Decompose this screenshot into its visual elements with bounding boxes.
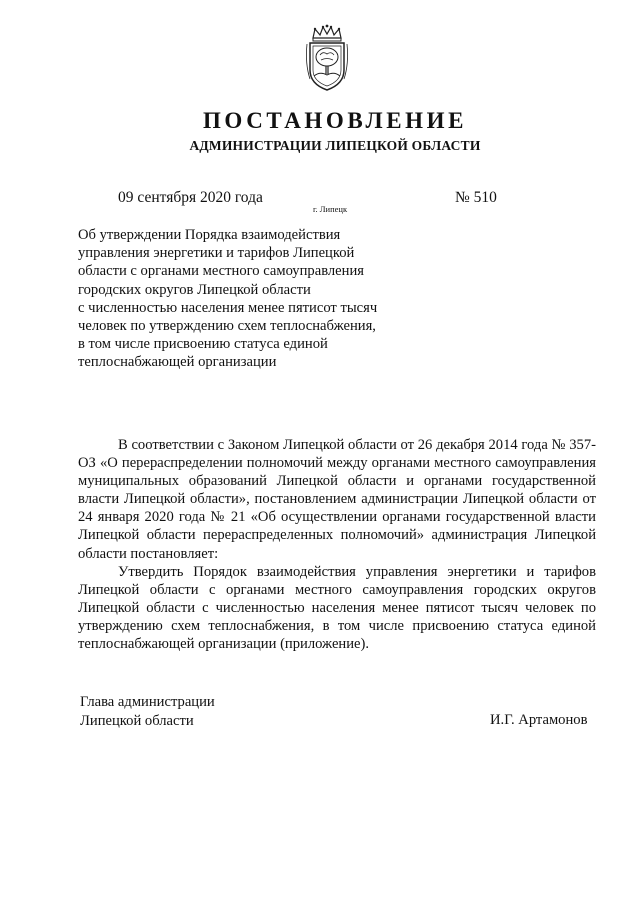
subject-line: с численностью населения менее пятисот тысяч	[78, 299, 378, 316]
subject-line: области с органами местного самоуправления	[78, 263, 364, 280]
document-number: № 510	[455, 189, 497, 206]
signatory-position	[80, 693, 215, 731]
subject-line: в том числе присвоению статуса единой	[78, 336, 328, 353]
subject-line: управления энергетики и тарифов Липецкой	[78, 245, 355, 262]
signatory-position-line: Липецкой области	[80, 713, 194, 729]
body-paragraph: В соответствии с Законом Липецкой области от 26 декабря 2014 года № 357-ОЗ «О перераспределении полномочий между органами местного самоуправления муниципальных образований Липецкой области и органами государственной власти Липецкой области», постановлением администрации Липецкой области от 24 января 2020 года № 21 «Об осуществлении органами государственной власти Липецкой области перераспределенных полномочий» администрация Липецкой области постановляет:	[78, 437, 596, 562]
coat-of-arms-lipetsk-icon	[303, 24, 351, 92]
document-subject	[78, 226, 438, 372]
document-title: ПОСТАНОВЛЕНИЕ	[202, 108, 468, 133]
signatory-position-line: Глава администрации	[80, 694, 215, 710]
subject-line: Об утверждении Порядка взаимодействия	[78, 227, 341, 243]
signatory-name: И.Г. Артамонов	[490, 712, 588, 728]
document-date: 09 сентября 2020 года	[118, 189, 263, 206]
subject-line: городских округов Липецкой области	[78, 281, 311, 298]
subject-line: человек по утверждению схем теплоснабжения,	[78, 318, 376, 335]
body-paragraph: Утвердить Порядок взаимодействия управления энергетики и тарифов Липецкой области с органами местного самоуправления городских округов Липецкой области с численностью населения менее пятисот тысяч человек по утверждению схем теплоснабжения, в том числе присвоению статуса единой теплоснабжающей организации (приложение).	[78, 563, 596, 653]
document-body	[78, 436, 596, 653]
document-subtitle: АДМИНИСТРАЦИИ ЛИПЕЦКОЙ ОБЛАСТИ	[189, 138, 481, 153]
subject-line: теплоснабжающей организации	[78, 354, 277, 371]
document-city: г. Липецк	[313, 204, 348, 214]
